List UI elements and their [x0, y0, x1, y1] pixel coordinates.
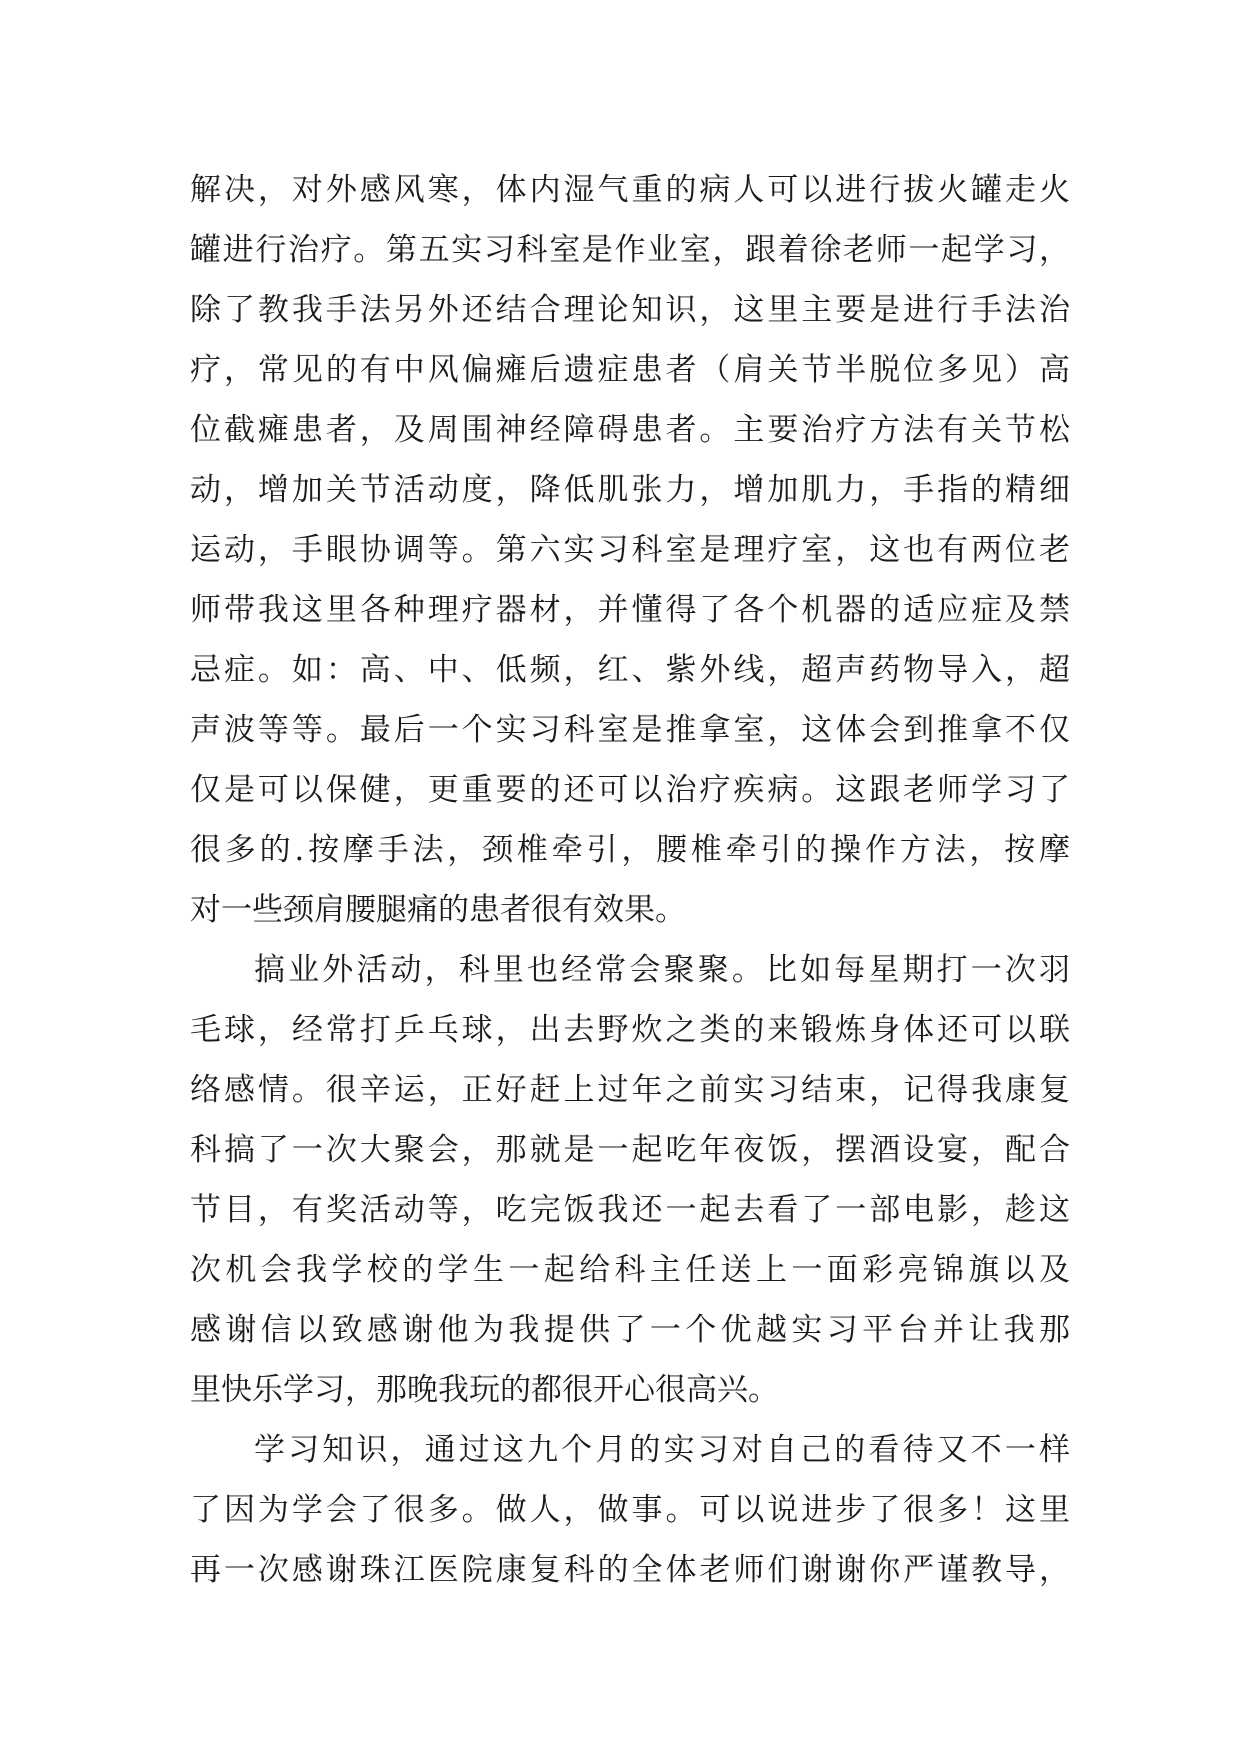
text-line: 感谢信以致感谢他为我提供了一个优越实习平台并让我那: [190, 1312, 1070, 1348]
text-line: 里快乐学习，那晚我玩的都很开心很高兴。: [190, 1372, 779, 1408]
text-line: 次机会我学校的学生一起给科主任送上一面彩亮锦旗以及: [190, 1252, 1070, 1288]
text-line: 动，增加关节活动度，降低肌张力，增加肌力，手指的精细: [190, 472, 1070, 508]
text-line: 对一些颈肩腰腿痛的患者很有效果。: [190, 892, 686, 928]
text-line: 疗，常见的有中风偏瘫后遗症患者（肩关节半脱位多见）高: [190, 352, 1070, 388]
text-line: 位截瘫患者，及周围神经障碍患者。主要治疗方法有关节松: [190, 412, 1070, 448]
text-line: 罐进行治疗。第五实习科室是作业室，跟着徐老师一起学习，: [190, 232, 1070, 268]
text-line: 搞业外活动，科里也经常会聚聚。比如每星期打一次羽: [254, 952, 1070, 988]
text-line: 毛球，经常打乒乓球，出去野炊之类的来锻炼身体还可以联: [190, 1012, 1070, 1048]
body-text: [190, 160, 1070, 1600]
text-line: 除了教我手法另外还结合理论知识，这里主要是进行手法治: [190, 292, 1070, 328]
text-line: 络感情。很辛运，正好赶上过年之前实习结束，记得我康复: [190, 1072, 1070, 1108]
text-line: 仅是可以保健，更重要的还可以治疗疾病。这跟老师学习了: [190, 772, 1070, 808]
text-line: 师带我这里各种理疗器材，并懂得了各个机器的适应症及禁: [190, 592, 1070, 628]
text-line: 忌症。如：高、中、低频，红、紫外线，超声药物导入，超: [190, 652, 1070, 688]
text-line: 很多的.按摩手法，颈椎牵引，腰椎牵引的操作方法，按摩: [190, 832, 1070, 868]
text-line: 运动，手眼协调等。第六实习科室是理疗室，这也有两位老: [190, 532, 1070, 568]
text-line: 科搞了一次大聚会，那就是一起吃年夜饭，摆酒设宴，配合: [190, 1132, 1070, 1168]
text-line: 了因为学会了很多。做人，做事。可以说进步了很多！这里: [190, 1492, 1070, 1528]
text-line: 节目，有奖活动等，吃完饭我还一起去看了一部电影，趁这: [190, 1192, 1070, 1228]
text-line: 解决，对外感风寒，体内湿气重的病人可以进行拔火罐走火: [190, 172, 1070, 208]
text-line: 再一次感谢珠江医院康复科的全体老师们谢谢你严谨教导，: [190, 1552, 1070, 1588]
text-line: 声波等等。最后一个实习科室是推拿室，这体会到推拿不仅: [190, 712, 1070, 748]
text-line: 学习知识，通过这九个月的实习对自己的看待又不一样: [254, 1432, 1070, 1468]
